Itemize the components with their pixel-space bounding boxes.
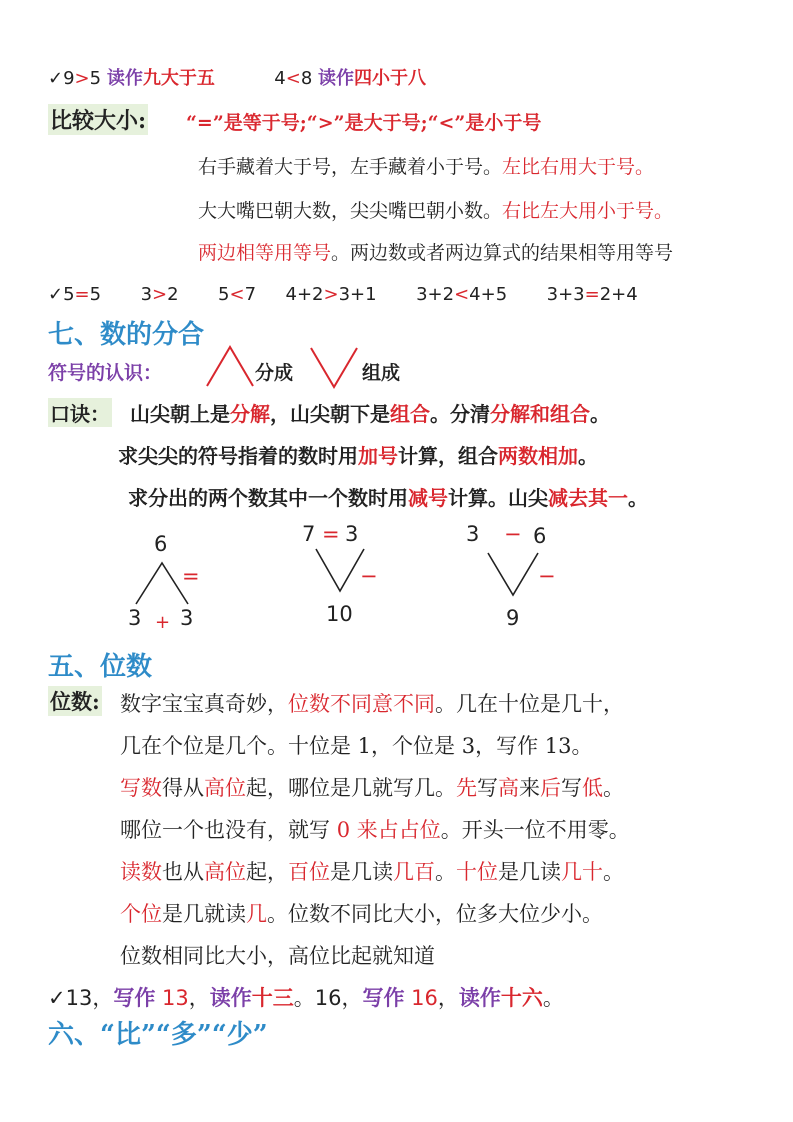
mnemonic-line-1: 山尖朝上是分解，山尖朝下是组合。分清分解和组合。 [130, 402, 610, 426]
number: 4 [274, 68, 286, 89]
symbol-definitions: “=”是等于号;“>”是大于号;“<”是小于号 [186, 112, 542, 134]
place-value-label: 位数: [48, 686, 102, 716]
split-symbol-icon [204, 344, 256, 388]
compare-rule-1: 右手藏着大于号，左手藏着小于号。左比右用大于号。 [198, 156, 655, 178]
place-value-line-2: 几在个位是几个。十位是 1，个位是 3，写作 13。 [120, 734, 593, 758]
diagram2-minus-sign: − [360, 564, 378, 588]
read-as-label: 读作 [106, 68, 143, 89]
place-value-line-7: 位数相同比大小，高位比起就知道 [120, 944, 435, 968]
place-value-line-4: 哪位一个也没有，就写 0 来占占位。开头一位不用零。 [120, 818, 630, 842]
compare-examples: ✓5=5 3>2 5<7 4+2>3+1 3+2<4+5 3+3=2+4 [48, 284, 638, 305]
comparison-example-line [48, 64, 426, 90]
diagram3-right-number: 6 [533, 524, 547, 548]
diagram2-equal-sign: = [322, 522, 340, 546]
mnemonic-label: 口诀： [48, 398, 112, 427]
read-as-label: 读作 [318, 68, 355, 89]
reading: 九大于五 [142, 68, 215, 89]
write-read-example: ✓13，写作 13，读作十三。16，写作 16，读作十六。 [48, 985, 564, 1010]
check-icon: ✓ [48, 284, 64, 305]
combine-symbol-icon [308, 346, 360, 390]
diagram3-left-number: 3 [466, 522, 480, 546]
section-title-decomposition: 七、数的分合 [48, 320, 205, 350]
compare-label: 比较大小: [48, 104, 148, 135]
compare-rule-3: 两边相等用等号。两边数或者两边算式的结果相等用等号 [198, 242, 674, 264]
check-icon: ✓ [48, 68, 64, 89]
symbol-label: 符号的认识： [48, 362, 163, 384]
section-title-more-less: 六、“比”“多”“少” [48, 1020, 268, 1050]
diagram1-top-number: 6 [154, 532, 168, 556]
diagram2-bottom-number: 10 [326, 602, 353, 626]
greater-sign: > [74, 68, 90, 89]
diagram3-combine-icon [484, 550, 542, 598]
check-icon: ✓ [48, 986, 66, 1010]
number: 5 [89, 68, 102, 89]
diagram1-equal-sign: = [182, 564, 200, 588]
diagram1-right-number: 3 [180, 606, 194, 630]
place-value-line-6: 个位是几就读几。位数不同比大小，位多大位少小。 [120, 902, 603, 926]
diagram3-bottom-number: 9 [506, 606, 520, 630]
less-sign: < [285, 68, 301, 89]
number: 8 [300, 68, 313, 89]
diagram2-left-number: 7 [302, 522, 316, 546]
split-label: 分成 [255, 362, 294, 384]
diagram1-plus-sign: + [155, 612, 171, 633]
mnemonic-line-3: 求分出的两个数其中一个数时用减号计算。山尖减去其一。 [128, 486, 648, 510]
diagram1-left-number: 3 [128, 606, 142, 630]
place-value-line-3: 写数得从高位起，哪位是几就写几。先写高来后写低。 [120, 776, 624, 800]
diagram2-right-number: 3 [345, 522, 359, 546]
compare-rule-2: 大大嘴巴朝大数，尖尖嘴巴朝小数。右比左大用小于号。 [198, 200, 674, 222]
diagram3-minus-sign-side: − [538, 564, 556, 588]
diagram3-minus-sign: − [504, 522, 522, 546]
combine-label: 组成 [362, 362, 401, 384]
number: 9 [63, 68, 75, 89]
place-value-line-1: 数字宝宝真奇妙，位数不同意不同。几在十位是几十， [120, 692, 624, 716]
mnemonic-line-2: 求尖尖的符号指着的数时用加号计算，组合两数相加。 [118, 444, 598, 468]
reading: 四小于八 [354, 68, 427, 89]
section-title-place-value: 五、位数 [48, 652, 153, 682]
place-value-line-5: 读数也从高位起，百位是几读几百。十位是几读几十。 [120, 860, 624, 884]
